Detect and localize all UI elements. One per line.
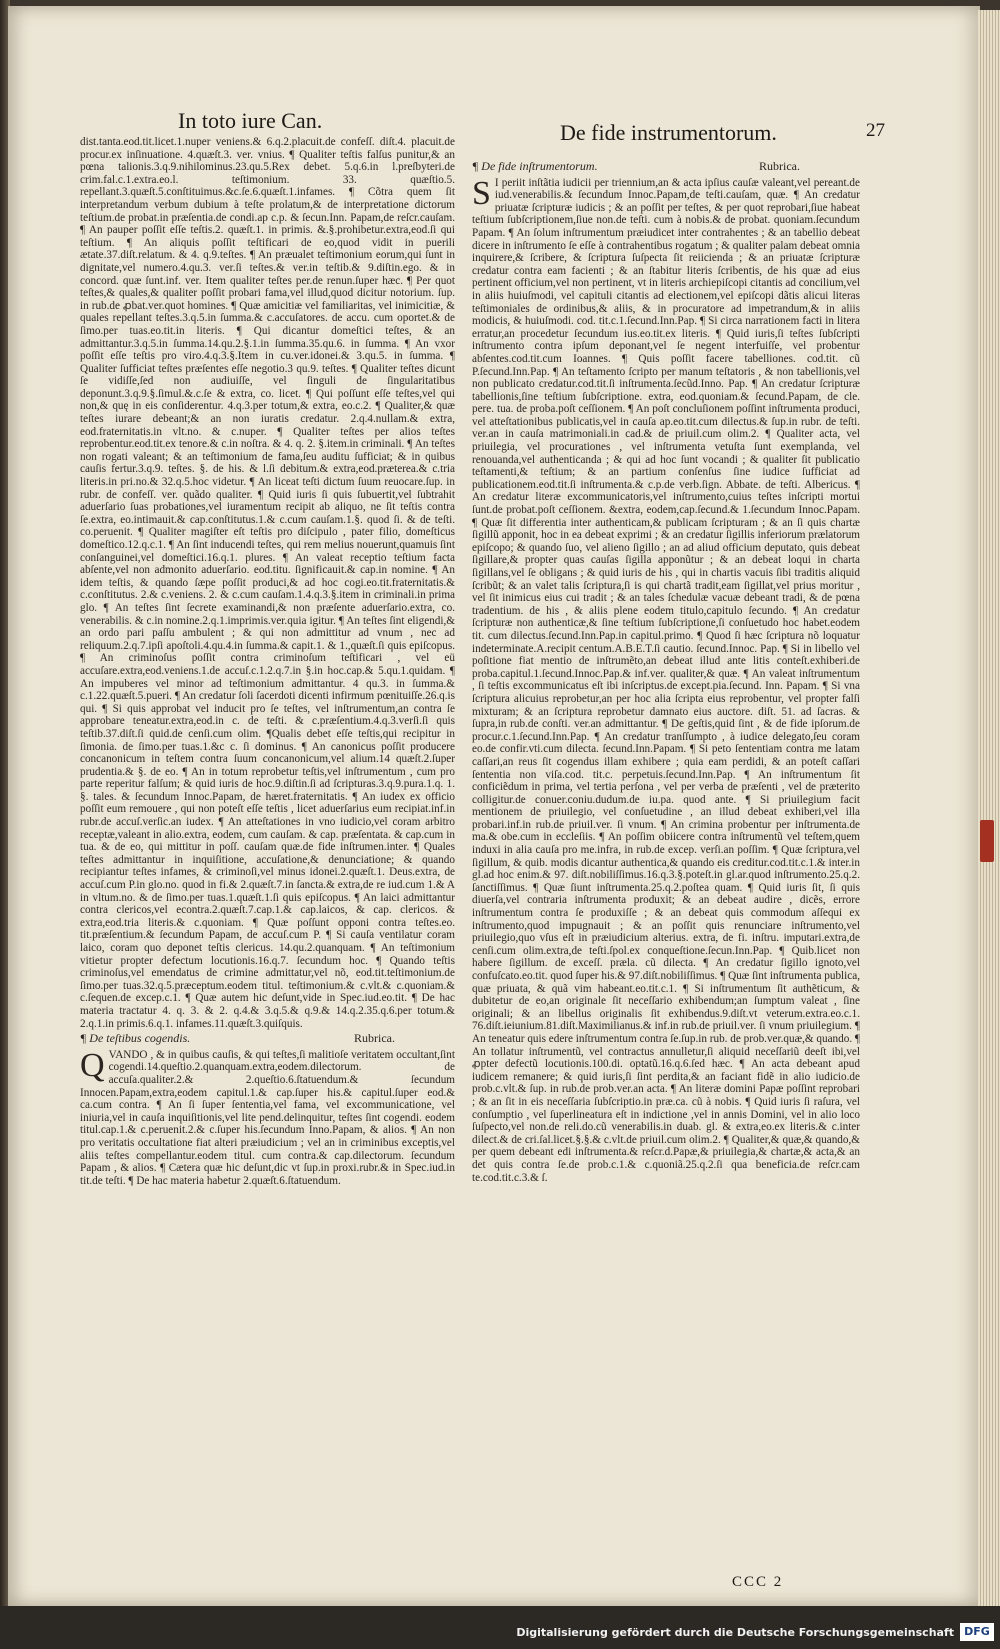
running-head-left: In toto iure Can. xyxy=(178,108,323,133)
dfg-logo: DFG xyxy=(960,1623,994,1641)
footer-credit: Digitalisierung gefördert durch die Deutsche Forschungsgemeinschaft xyxy=(516,1626,954,1639)
section-text: VANDO , & in quibus cauſis, & qui teſtes,ſi malitioſe veritatem occultant,ſint cogendi.14.queſtio.2.quanquam.extra,eodem.dilectorum. de accuſa.qualiter.2.& 2.queſtio.6.ſtatuendum.& ſecundum Innocen.Papam,extra,eodem capitul.1.& cap.ſuper his.& capitul.ſuper eod.& ca.cum contra. ¶ An ſi ſuper ſententia,vel fama, vel excommunicatione, vel iniuria,vel in cauſa inquiſitionis,vel lite pend.delinquitur, teſtes ſint cogendi. eodem titul.cap.1.& c.peruenit.2.& c.ſuper his.ſecundum Inno.Papam, & alios. ¶ An non pro veritatis occultatione fiat alteri præiudicium ; vel an in criminibus exceptis,vel aliis teſtes compellantur.eodem titul. cum contra.& cap.dilectorum. ſecundum Papam , & alios. ¶ Cætera quæ hic deſunt,dic vt ſup.in proxi.rubr.& in Spec.iud.in tit.de teſti. ¶ De hac materia habetur 2.quæſt.6.ſtatuendum. xyxy=(80,1048,455,1187)
left-column-text: dist.tanta.eod.tit.licet.1.nuper veniens.& 6.q.2.placuit.de confeſſ. diſt.4. placuit.de procur.ex inſinuatione. 4.quæſt.3. ver. vnius. ¶ Qualiter teſtis falſus punitur,& an pœna talionis.3.q.9.nihilominus.23.qu.5.Rex debet. 5.q.6.in l.preſbyteri.de crim.fal.c.1.extra.eo.l. teſtimonium. 33. quæſtio.5. repellant.3.quæſt.5.conſtituimus.&c.ſe.6.quæſt.1.infames. ¶ Cõtra quem ſit interpretandum verbum dubium à teſte prolatum,& de interpretatione dictorum teſtium.de probat.in præſentia.de condi.ap c.p. & ſecun.Inn. Papam,de reſcr.cauſam. ¶ An pauper poſſit eſſe teſtis.2. quæſt.1. in primis. &.§.prohibetur.extra,eod.ſi qui teſtium. ¶ An aliquis poſſit teſtificari de eo,quod vidit in puerili ætate.37.diſt.relatum. & 4. q.9.teſtes. ¶ An præualet teſtimonium eorum,qui ſunt in dignitate,vel numero.4.qu.3. ver.ſi teſtes.& ver.in teſtib.& 9.diſtin.ego. & in concord. quæ ſunt.inf. ver. Item qualiter teſtes per.de renun.ſuper hæc. ¶ Per quot teſtes,& quales,& qualiter poſſit probari fama,vel illud,quod dicitur notorium. ſup. in rub.de ꝓbat.ver.quot homines. ¶ Quæ amicitiæ vel familiaritas, vel inimicitiæ, & quales repellant teſtes.3.q.5.in ſumma.& c.accuſatores. de accu. cum oportet.& de ſimo.per tuas.eo.tit.in literis. ¶ Qui dicantur domeſtici teſtes, & an admittantur.3.q.5.in ſumma.14.qu.2.§.1.in ſumma.35.qu.6. in ſumma. ¶ An vxor poſſit eſſe teſtis pro viro.4.q.3.§.Item in cu.ver.idonei.& 3.qu.5. in ſumma. ¶ Qualiter ſufficiat teſtes præſentes eſſe negotio.3 qu.9. teſtes. ¶ Qualiter teſtes dicunt ſe vidiſſe,ſed non audiuiſſe, vel ſinguli de ſingularitatibus deponunt.3.q.9.§.ſimul.&.c.ſe & extra, co. licet. ¶ Qui poſſunt eſſe teſtes,vel qui non,& quę in eis conſiderentur. 4.q.3.per totum,& extra, eo.c.2. ¶ Qualiter,& quæ teſtes iurare debeant;& an non iuratis credatur. 2.q.4.nullam.& extra, eod.fraternitatis.in vlt.no. & c.nuper. ¶ Qualiter teſtes per alios teſtes reprobentur.eod.tit.ex tenore.& c.in noſtra. & 4. q. 2. §.item.in criminali. ¶ An teſtes non rogati valeant; & an teſtimonium de fama,ſeu auditu ſufficiat; & in quibus cauſis fertur.3.q.9. teſtes. §. de his. & l.ſi debitum.& extra,eod.præterea.& c.tria literis.in pri.no.& 32.q.5.hoc videtur. ¶ An liceat teſti dictum ſuum reuocare.ſup. in rubr. de confeſſ. ver. quãdo qualiter. ¶ Quid iuris ſi quis ſubuertit,vel ſubtrahit aduerſario ſuas probationes,vel iuramentum recipit ab aliquo, ne ſit teſtis contra ſe.extra, eo.intimauit.& cap.conſtitutus.1.& c.cum cauſam.1.§. quod ſi. & de teſti. co.peruenit. ¶ Qualiter magiſter eſt teſtis pro diſcipulo , pater filio, domeſticus domeſtico.12.q.c.1. ¶ An ſint inducendi teſtes, qui rem melius nouerunt,quamuis ſint conſanguinei,vel domeſtici.16.q.1. plures. ¶ An valeat receptio teſtium facta abſente,vel non admonito aduerſario. eod.titu. ſignificauit.& cap.in nomine. ¶ An idem teſtis, & quando ſæpe poſſit produci,& ad hoc cogi.eo.tit.fraternitatis.& c.conſtitutus. 2.& c.veniens. 2. & c.cum cauſam.1.4.q.3.§.item in criminali.in prima glo. ¶ An teſtes ſint ſecrete examinandi,& non præſente aduerſario.extra, co. venerabilis. & c.in nomine.2.q.1.imprimis.ver.quia igitur. ¶ An teſtes ſint eligendi,& an ordo pari paſſu ambulent ; & qui non admittitur ad vnum , nec ad reliquum.2.q.7.ipſi apoſtoli.4.qu.4.in ſumma.& capit.1. & 1.,quæſt.ſi quis epiſcopus. ¶ An criminoſus poſſit contra criminoſum teſtificari , vel eü accuſare.extra,eod.veniens.1.de accuſ.c.1.2.q.7.in §.in hoc.cap.& 5.qu.1.quidam. ¶ An impuberes vel minor ad teſtimonium admittantur. 4 qu.3. in ſumma.& c.1.22.quæſt.5.pueri. ¶ An credatur ſoli ſacerdoti dicenti infirmum pœnituiſſe.26.q.is qui. ¶ Si quis approbat vel inducit pro ſe teſtes, vel inſtrumentum,an contra ſe approbare teneatur.extra,eod.in c. de teſti. & c.præſentium.4.q.3.verſi.ſi quis teſtib.37.diſt.ſi quid.de cenſi.cum olim. ¶Qualis debet eſſe teſtis,qui recipitur in ſimonia. de ſimo.per tuas.1.&c c. ſi dominus. ¶ An canonicus poſſit producere concanonicum in teſtem contra ſuum concanonicum,vel alium.14 quæſt.2.ſuper prudentia.& §. de eo. ¶ An in totum reprobetur teſtis,vel inſtrumentum , cum pro parte reperitur falſum; & quid iuris de hoc.9.diſtin.ſi ad ſcripturas.3.q.9.pura.1.q. 1. §. tales. & ſecundum Innoc.Papam, de hæret.fraternitatis. ¶ An iudex ex officio poſſit eum remouere , qui non poteſt eſſe teſtis , licet aduerſarius eum recipiat.inf.in rubr.de accuſ.verſic.an iudex. ¶ An atteſtationes in vno iudicio,vel coram arbitro receptæ,valeant in alio.extra, eodem, cum cauſam. & cap. præſentata. & cap.cum in tua. & de eo, qui mittitur in poſſ. cauſam quæ.de fide inſtrumen.inter. ¶ Quales teſtes admittantur in inquiſitione, accuſatione,& denunciatione; & quando recipiantur teſtes infames, & criminoſi,vel minus idonei.2.quæſt.1. Deus.extra, de accuſ.cum P.in glo.no. quod in fi.& 2.quæſt.7.in ſancta.& extra,de re iud.cum 1.& A in vltum.no. & de ſimo.per tuas.1.quæſt.1.ſi quis epiſcopus. ¶ An laici admittantur contra clericos,vel econtra.2.quæſt.7.cap.1.& cap.laicos, & cap. clericos. & extra,eod.tria literis.& c.quoniam. ¶ Quæ poſſunt opponi contra teſtes.eo. tit.præſentium.& ſecundum Papam, de accuſ.cum P. ¶ Si cauſa ventilatur coram laico, coram quo deponet teſtis clericus. 14.qu.2.quanquam. ¶ An teſtimonium vitietur propter defectum locutionis.16.q.7. ſecundum hoc. ¶ Quando teſtis criminoſus,vel emendatus de crimine admittatur,vel nõ, eod.tit.teſtimonium.de ſimo.per tuas.32.q.5.præceptum.eodem titul. teſtimonium.& c.vlt.& c.quoniam.& c.ſequen.de excep.c.1. ¶ Quæ autem hic deſunt,vide in Spec.iud.eo.tit. ¶ De hac materia tractatur 4. q. 3. & 2. q.4.& 3.q.5.& q.9.& 14.q.2.35.q.6.per totum.& 2.q.1.in primis.6.q.1. infames.11.quæſt.3.quiſquis. xyxy=(80,136,455,1030)
bookmark-tab xyxy=(980,820,994,862)
right-text-column xyxy=(472,158,860,1184)
section-heading: ¶ De fide inſtrumentorum. xyxy=(472,159,598,173)
section-heading-row xyxy=(472,160,860,173)
rubrica-label: Rubrica. xyxy=(759,159,800,173)
page-stack-edge xyxy=(978,10,1000,1610)
drop-capital: S xyxy=(472,174,491,212)
left-text-column xyxy=(80,136,455,1187)
folio-number: 27 xyxy=(866,120,885,141)
signature-mark: CCC 2 xyxy=(732,1574,784,1590)
drop-capital: Q xyxy=(80,1046,105,1084)
running-head-right: De fide instrumentorum. xyxy=(560,120,777,145)
section-heading: ¶ De teſtibus cogendis. xyxy=(80,1031,191,1046)
section-heading-row xyxy=(80,1032,455,1045)
section-text: I periit inſtãtia iudicii per triennium,an & acta ipſius cauſæ valeant,vel pereant.de iud.venerabilis.& ſecundum Innoc.Papam,de teſti.cauſam, quæ. ¶ An credatur priuatæ ſcripturæ iudicis ; & an poſſit per teſtes, & per quot reprobari,ſiue habeat teſtium ſubſcriptionem,ſiue non.de teſti. cum à nobis.& de probat. quoniam.ſecundum Papam. ¶ An ſolum inſtrumentum præiudicet inter contrahentes ; & an tabellio debeat dicere in inſtrumento ſe eſſe à contrahentibus rogatum ; & qualiter palam debeat omnia inquirere,& ſcribere, & ſcriptura ſuſpecta ſit reiicienda ; & an priuatæ ſcripturæ credatur contra eam facienti ; & an ſtabitur literis ſcribentis, de his quæ ad eius pertinent officium,vel non pertinent, vt in literis archiepiſcopi citantis ad concilium,vel in aliis huiuſmodi, vel capituli citantis ad electionem,vel epiſcopi dãtis alicui literas teſtimoniales de ordinibus,& aliis, & in procuratore ad impetrandum,& in aliis modicis, & huiuſmodi. cod. tit.c.1.ſecund.Inn.Pap. ¶ Si circa narrationem facti in litera erratur,an procedetur ſecundum ius.eo.tit.ex literis. ¶ Quid iuris,ſi teſtes ſubſcripti inſtrumento contra ipſum deponant,vel ſe negent interfuiſſe, vel probentur abſentes.cod.tit.cum Ioannes. ¶ Quis poſſit facere tabelliones. cod.tit. cũ P.ſecund.Inn.Pap. ¶ An teſtamento ſcripto per manum teſtatoris , & non tabellionis,vel non publicato credatur.cod.tit.ſi inſtrumenta.ſecũd.Inno. Pap. ¶ An credatur ſcripturæ tabellionis,ſine teſtium ſubſcriptione. extra, eod.quoniam.& ſecund.Papam, de cle. pere. tua. de proba.poſt ceſſionem. ¶ An poſt concluſionem poſſint inſtrumenta produci, vel atteſtationibus publicatis,vel in cauſa ap.eo.tit.cum dilectus.& ſup.in rubr. de teſti. ver.an in cauſa matrimoniali.in cad.& de priuil.cum olim.2. ¶ Qualiter acta, vel priuilegia, vel procurationes , vel inſtrumenta vetuſta ſunt exemplanda, vel renouanda,vel authenticanda ; & qui ad hoc ſunt vocandi ; & qualiter ſit publicatio teſtamenti,& teſtium; & an partium conſenſus ſine iudice ſufficiat ad publicationem.eod.tit.ſi inſtrumenta.& c.p.de verb.ſign. Abbate. de teſti. Albericus. ¶ An credatur literæ excommunicatoris,vel inſtrumento,cuius teſtes inſcripti mortui ſunt.de probat.poſt ceſſionem. &extra, eodem,cap.ſecund.& 1.ſecundum Innoc.Papam. ¶ Quæ ſit differentia inter authenticam,& publicam ſcripturam ; & an ſi quis chartæ ſigillũ apponit, hoc in ea debeat exprimi ; & an credatur ſigillis inferiorum prælatorum epiſcopo; & quando ſuo, vel alieno ſigillo ; an ad aliud officium deputato, quis debeat ſigillare,& propter quas cauſas ſigilla apponũtur ; & an debeat loqui in charta ſigillans,vel ſe obligans ; & quid iuris de his , qui in chartis vacuis ſibi traditis aliquid ſcribũt; & an valet talis ſcriptura,ſi is qui chartã tradit,eam ſigillat,vel prius moritur , vel ſit inimicus eius cui tradit ; & an tales ſchedulæ vacuæ debeant tradi, & de pœna tradentium. de his , & aliis plene eodem titulo,capitulo ſecundo. ¶ An credatur ſcripturæ non authenticæ,& ſine teſtium ſubſcriptione,ſi conſuetudo hoc habet.eodem tit. cum dilectus.ſecund.Inn.Pap.in capitul.primo. ¶ Quod ſi hæc ſcriptura nõ loquatur indeterminate.A.recipit centum.A.B.E.T.ſi cautio. ſecund.Innoc. Pap. ¶ Si in libello vel poſitione fiat mentio de inſtrumẽto,an debeat illud ante litis conteſt.exhiberi.de proba.capitul.1.ſecund.Innoc.Pap.& inf.ver. qualiter,& quæ. ¶ An valeat inſtrumentum , ſi teſtis excommunicatus eſt ibi inſcriptus.de except.pia.ſecund. Inn. Papam. ¶ Si vna ſcriptura alicuius reprobetur,an per hoc alia ſcripta eius reprobentur, vel propter falſi mixturam; & an ſcriptura reprobetur damnato eius auctore. diſt. 51. ad ſacras. & ſupra,in rub.de conſti. ver.an admittantur. ¶ De geſtis,quid ſint , & de fide ipſorum.de procur.c.1.ſecund.Inn.Pap. ¶ An credatur tranſſumpto , à iudice delegato,ſeu coram eo.de confir.vti.cum dilecta. ſecund.Inn.Papam. ¶ Si peto ſententiam contra me latam caſſari,an reus ſit cogendus illam exhibere ; quia eam perdidi, & an poteſt caſſari ſententia non viſa.cod. tit.c. perpetuis.ſecund.Inn.Pap. ¶ An inſtrumentum ſit conficiẽdum in prima, vel tertia perſona , vel per verba de præſenti , vel de præterito colligitur.de conuer.coniu.dudum.de iu.pa. quod ante. ¶ Si priuilegium facit mentionem de priuilegio, vel conſuetudine , an illud debeat exhiberi,vel illa probari.inf.in rub.de priuil.ver. ſi vnum. ¶ An crimina probentur per inſtrumenta.de ma.& obe.cum in eccleſiis. ¶ An poſſim obiicere contra inſtrumentũ vel teſtem,quem induxi in alia cauſa pro me.infra, in rub.de excep. verſi.an poſſim. ¶ Quæ ſcriptura,vel ſigillum, & quib. modis dicantur authentica,& quando eis creditur.cod.tit.c.1.& inter.in gl.ad hoc enim.& 97. diſt.nobiliſſimus.16.q.3.§.poteſt.in gl.ar.quod inſtrumento.25.q.2. ſanctiſſimus. ¶ Quæ ſiunt inſtrumenta.25.q.2.poſtea quam. ¶ Quid iuris ſit, ſi quis diuerſa,vel contraria inſtrumenta produxit; & an debeat audire , dicẽs, errore inſtrumentum contra ſe produxiſſe ; & an debeat quis commodum aſſequi ex inſtrumento,quod impugnauit ; & an poſſit quis renunciare inſtrumento,vel priuilegio,quo vſus eſt in præiudicium alterius. extra, de fi. inſtru. imputari.extra,de cenſi.cum olim.extra,de teſti.ſpol.ex conqueſtione.ſecun.Inn.Pap. ¶ Quib.licet non habere ſigillum. de exceſſ. præla. cũ dilecta. ¶ An credatur ſigillo ignoto,vel confuſcato.eo.tit. quod ſuper his.& 97.diſt.nobiliſſimus. ¶ Quæ ſint inſtrumenta publica, quæ priuata, & quã vim habeant.eo.tit.c.1. ¶ Si inſtrumentum ſit authẽticum, & dubitetur de eo,an originale ſit neceſſario exhibendum;an ſumptum valeat , ſine originali; & an libellus originalis ſit exhibendus.9.diſt.vt veterum.extra.eo.c.1. 76.diſt.ieiunium.81.diſt.Maximilianus.& inf.in rub.de priuil.ver. ſi vnum priuilegium. ¶ An teneatur quis edere inſtrumentum contra ſe.ſup.in rub. de prob.ver.quæ,& quando. ¶ An tollatur inſtrumentũ, vel contractus annulletur,ſi aliquid neceſſariũ deeſt ibi,vel ꝓpter defectũ locutionis.100.di. optatũ.16.q.6.ſed hæc. ¶ An acta debeant apud iudicem remanere; & quid iuris,ſi ſint perdita,& an faciant fidẽ in alio iudicio.de prob.c.vlt.& ſup. in rub.de prob.ver.an acta. ¶ An literæ domini Papæ poſſint reprobari ; & an ſit in eis neceſſaria ſubſcriptio.in præ.ca. cũ à nobis. ¶ Quid iuris ſi raſura, vel conſumptio , vel ſuperlineatura eſt in indictione ,vel in annis Domini, vel in alio loco ſuſpecto,vel non.de reli.do.cũ venerabilis.in duab. gl. & extra,eo.ex literis.& c.inter dilect.& de cri.ſal.licet.§.§.& c.vlt.de priuil.cum olim.2. ¶ Qualiter,& quæ,& quando,& per quem debeant edi inſtrumenta.& reſcr.d.Papæ,& priuilegia,& chartæ,& acta,& an det quis contra ſe.de prob.c.1.& c.quoniã.25.q.2.ſi qua beneficia.de reſcr.cam te.cod.tit.c.3.& ſ. xyxy=(472,176,860,1184)
rubrica-label: Rubrica. xyxy=(354,1031,395,1046)
